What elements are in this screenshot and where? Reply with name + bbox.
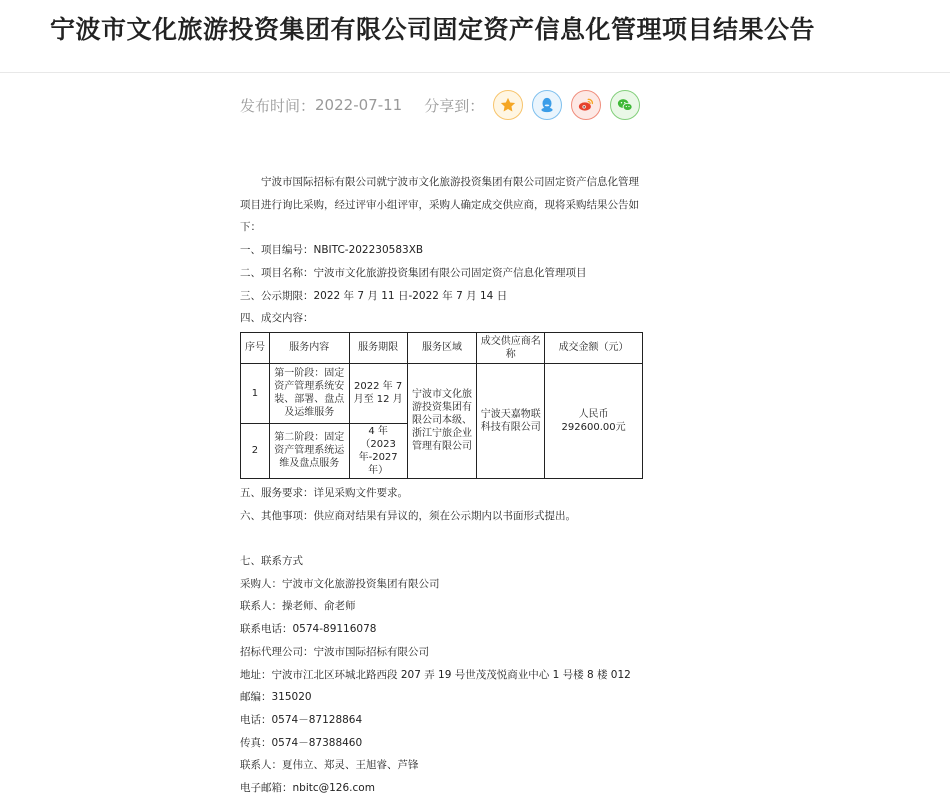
publish-date: 2022-07-11 xyxy=(315,96,403,114)
qq-icon[interactable] xyxy=(532,90,562,120)
agency-email: 电子邮箱：nbitc@126.com xyxy=(240,782,375,795)
service-period: 4 年（2023 年-2027 年） xyxy=(349,423,407,478)
spacer xyxy=(240,527,648,550)
meta-bar xyxy=(240,90,640,120)
contact-heading: 七、联系方式 xyxy=(240,555,303,568)
purchaser-phone: 联系电话：0574-89116078 xyxy=(240,623,377,636)
page-title: 宁波市文化旅游投资集团有限公司固定资产信息化管理项目结果公告 xyxy=(50,15,816,44)
service-content: 第一阶段：固定资产管理系统安装、部署、盘点及运维服务 xyxy=(269,363,349,423)
project-name: 二、项目名称：宁波市文化旅游投资集团有限公司固定资产信息化管理项目 xyxy=(240,266,587,279)
table-header: 序号 xyxy=(241,332,270,363)
other-matters: 六、其他事项：供应商对结果有异议的，须在公示期内以书面形式提出。 xyxy=(240,509,576,522)
deal-amount xyxy=(545,363,643,478)
deal-result-table xyxy=(240,332,643,479)
share-label: 分享到： xyxy=(424,96,485,115)
publish-label: 发布时间： xyxy=(240,96,316,115)
table-header: 成交供应商名称 xyxy=(477,332,545,363)
table-header-row xyxy=(241,332,643,363)
table-header: 服务内容 xyxy=(269,332,349,363)
table-header: 服务期限 xyxy=(349,332,407,363)
project-number: 一、项目编号：NBITC-202230583XB xyxy=(240,244,424,257)
row-number: 1 xyxy=(241,363,270,423)
purchaser: 采购人：宁波市文化旅游投资集团有限公司 xyxy=(240,577,440,590)
supplier-name: 宁波天嘉物联科技有限公司 xyxy=(477,363,545,478)
publicity-period: 三、公示期限：2022 年 7 月 11 日-2022 年 7 月 14 日 xyxy=(240,289,508,302)
agency-address: 地址：宁波市江北区环城北路西段 207 弄 19 号世茂茂悦商业中心 1 号楼 8 楼 012 xyxy=(240,668,631,681)
service-region: 宁波市文化旅游投资集团有限公司本级、浙江宁旅企业管理有限公司 xyxy=(407,363,477,478)
table-header: 成交金额（元） xyxy=(545,332,643,363)
table-row xyxy=(241,363,643,423)
service-content: 第二阶段：固定资产管理系统运维及盘点服务 xyxy=(269,423,349,478)
deal-content-heading: 四、成交内容： xyxy=(240,312,314,325)
agency-phone: 电话：0574－87128864 xyxy=(240,713,363,726)
agency-postcode: 邮编：315020 xyxy=(240,691,312,704)
amount-value: 292600.00元 xyxy=(561,421,626,433)
star-icon[interactable] xyxy=(493,90,523,120)
agency-contact: 联系人：夏伟立、郑灵、王旭睿、芦锋 xyxy=(240,759,419,772)
article-body xyxy=(240,171,648,800)
agency-fax: 传真：0574－87388460 xyxy=(240,736,363,749)
row-number: 2 xyxy=(241,423,270,478)
agency: 招标代理公司：宁波市国际招标有限公司 xyxy=(240,645,429,658)
purchaser-contact: 联系人：操老师、俞老师 xyxy=(240,600,356,613)
title-divider xyxy=(0,72,950,73)
service-requirements: 五、服务要求：详见采购文件要求。 xyxy=(240,486,408,499)
wechat-icon[interactable] xyxy=(610,90,640,120)
service-period: 2022 年 7 月至 12 月 xyxy=(349,363,407,423)
amount-currency: 人民币 xyxy=(578,408,609,420)
weibo-icon[interactable] xyxy=(571,90,601,120)
table-header: 服务区域 xyxy=(407,332,477,363)
intro-paragraph: 宁波市国际招标有限公司就宁波市文化旅游投资集团有限公司固定资产信息化管理项目进行询比采购，经过评审小组评审，采购人确定成交供应商，现将采购结果公告如下： xyxy=(240,176,639,234)
